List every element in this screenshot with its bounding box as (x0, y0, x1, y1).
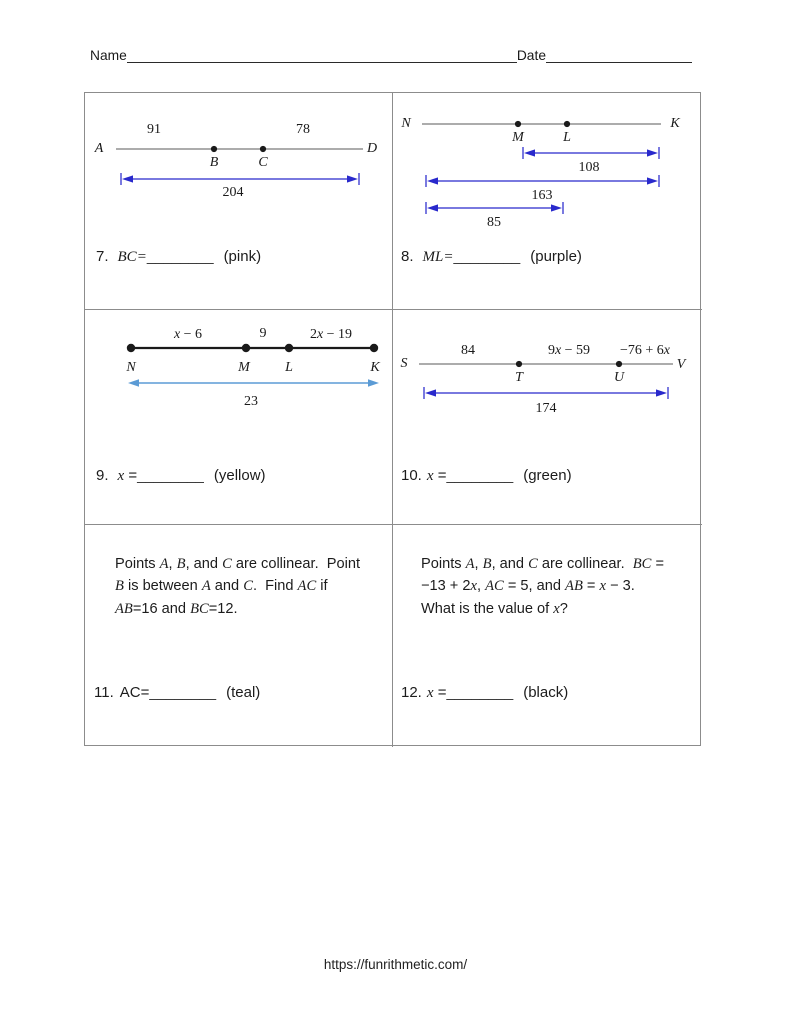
point-label-K: K (670, 116, 680, 131)
length-label-AB: 91 (147, 122, 161, 137)
color-note: (black) (523, 684, 569, 701)
segment-diagram-7 (85, 93, 393, 310)
point-dot-K (370, 344, 378, 352)
answer-line-10 (401, 466, 572, 486)
length-label-TU: 9x − 59 (547, 343, 591, 358)
dimension-arrow-MK (523, 147, 659, 159)
color-note: (teal) (226, 684, 261, 701)
color-note: (green) (523, 467, 572, 484)
footer (0, 957, 791, 972)
point-label-T: T (515, 370, 523, 385)
point-dot-T (516, 361, 522, 367)
point-dot-M (242, 344, 250, 352)
point-dot-B (211, 146, 217, 152)
problem-number: 7. (96, 248, 109, 265)
problem-number: 11. (94, 684, 114, 701)
length-label-ML: 9 (259, 326, 267, 341)
answer-blank: ________ (446, 467, 514, 484)
answer-blank: ________ (146, 248, 214, 265)
problem-number: 9. (96, 467, 109, 484)
point-dot-C (260, 146, 266, 152)
point-label-S: S (400, 356, 408, 371)
text-line: Points A, B, and C are collinear. Point (115, 556, 361, 572)
dimension-arrow-NK (128, 379, 379, 387)
answer-line-11 (94, 683, 260, 703)
point-label-V: V (676, 357, 686, 372)
length-label-NL: 85 (487, 215, 501, 230)
answer-blank: ________ (446, 684, 514, 701)
length-label-NK: 23 (244, 394, 258, 409)
problem-10-cell (393, 310, 702, 525)
length-label-ST: 84 (461, 343, 475, 358)
answer-prefix: x = (426, 467, 447, 484)
color-note: (yellow) (213, 467, 266, 484)
date-blank-rule (546, 46, 692, 63)
answer-prefix: BC= (117, 249, 147, 265)
answer-prefix: AC= (119, 684, 150, 701)
point-label-M: M (238, 360, 250, 375)
point-label-K: K (370, 360, 380, 375)
header (90, 46, 692, 63)
word-problem-text-12 (421, 553, 695, 620)
length-label-SV: 174 (535, 401, 557, 416)
length-label-NK: 163 (531, 188, 553, 203)
point-label-L: L (563, 130, 571, 145)
problem-8-cell (393, 93, 702, 310)
point-label-C: C (258, 155, 268, 170)
problem-number: 8. (401, 248, 414, 265)
answer-prefix: x = (117, 467, 138, 484)
problem-number: 12. (401, 684, 422, 701)
problem-9-cell (85, 310, 393, 525)
answer-line-9 (96, 466, 266, 486)
point-dot-U (616, 361, 622, 367)
dimension-arrow-AD (121, 173, 359, 185)
point-dot-N (127, 344, 135, 352)
answer-line-8 (401, 247, 582, 267)
answer-prefix: ML= (422, 249, 454, 265)
length-label-AD: 204 (222, 185, 244, 200)
text-line: −13 + 2x, AC = 5, and AB = x − 3. (421, 578, 635, 595)
text-line: AB=16 and BC=12. (115, 600, 238, 617)
answer-blank: ________ (453, 248, 521, 265)
color-note: (pink) (223, 248, 262, 265)
footer-url[interactable]: https://funrithmetic.com/ (323, 957, 468, 972)
length-label-UV: −76 + 6x (619, 343, 671, 358)
problem-7-cell (85, 93, 393, 310)
text-line: B is between A and C. Find AC if (115, 578, 328, 595)
point-dot-L (285, 344, 293, 352)
word-problem-text-11 (115, 553, 383, 620)
name-label: Name (90, 48, 127, 63)
text-line: What is the value of x? (421, 600, 568, 617)
point-label-M: M (512, 130, 524, 145)
problem-number: 10. (401, 467, 422, 484)
answer-line-12 (401, 683, 568, 703)
point-label-B: B (209, 155, 219, 170)
point-label-D: D (366, 141, 378, 156)
length-label-LK: 2x − 19 (309, 327, 353, 342)
answer-blank: ________ (137, 467, 204, 484)
answer-prefix: x = (426, 684, 447, 701)
problem-11-cell (85, 525, 393, 747)
length-label-MK: 108 (578, 160, 600, 175)
text-line: Points A, B, and C are collinear. BC = (421, 556, 664, 572)
point-dot-L (564, 121, 570, 127)
dimension-arrow-NK (426, 175, 659, 187)
length-label-NM: x − 6 (173, 327, 203, 342)
point-label-L: L (285, 360, 293, 375)
date-label: Date (516, 48, 546, 63)
answer-line-7 (96, 247, 261, 267)
point-label-N: N (401, 116, 411, 131)
worksheet-grid (84, 92, 701, 746)
dimension-arrow-SV (424, 387, 668, 399)
color-note: (purple) (530, 248, 582, 265)
name-blank-rule (127, 46, 517, 63)
point-label-A: A (94, 141, 104, 156)
problem-12-cell (393, 525, 702, 747)
point-dot-M (515, 121, 521, 127)
point-label-N: N (126, 360, 136, 375)
point-label-U: U (613, 370, 625, 385)
answer-blank: ________ (149, 684, 217, 701)
length-label-CD: 78 (296, 122, 310, 137)
